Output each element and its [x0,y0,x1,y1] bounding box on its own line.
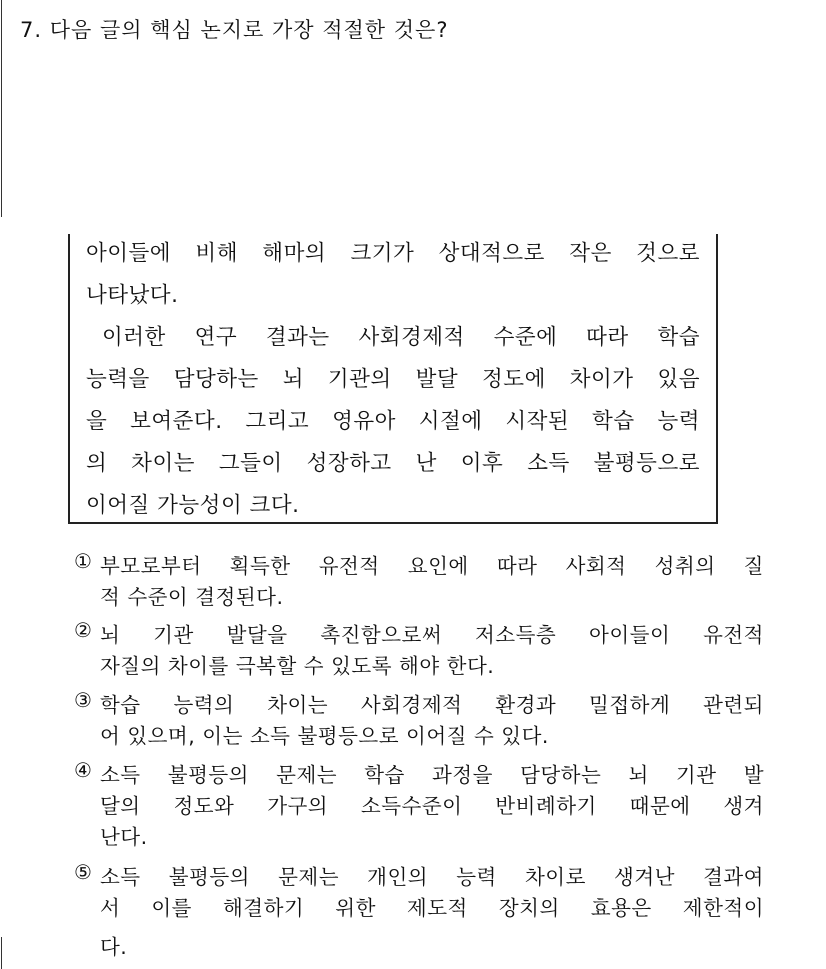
choice-line: 서 이를 해결하기 위한 제도적 장치의 효용은 제한적이 [100,896,764,920]
passage-line: 을 보여준다. 그리고 영유아 시절에 시작된 학습 능력 [86,409,700,434]
choice-line: 어 있으며, 이는 소득 불평등으로 이어질 수 있다. [100,724,549,748]
choice-line: 소득 불평등의 문제는 학습 과정을 담당하는 뇌 기관 발 [100,763,764,787]
choice-line: 부모로부터 획득한 유전적 요인에 따라 사회적 성취의 질 [100,554,764,578]
passage-box [68,234,718,524]
choice-line: 소득 불평등의 문제는 개인의 능력 차이로 생겨난 결과여 [100,865,764,889]
choice-line: 다. [100,935,128,959]
choice-line: 적 수준이 결정된다. [100,585,284,609]
choice-line: 뇌 기관 발달을 촉진함으로써 저소득층 아이들이 유전적 [100,623,764,647]
choice-marker: ⑤ [74,860,92,884]
question-stem: 7. 다음 글의 핵심 논지로 가장 적절한 것은? [20,18,449,42]
page-margin-rule-bottom [1,937,2,969]
passage-line: 능력을 담당하는 뇌 기관의 발달 정도에 차이가 있음 [86,367,700,392]
passage-line: 이러한 연구 결과는 사회경제적 수준에 따라 학습 [102,325,700,350]
choice-marker: ① [74,549,92,573]
page-margin-rule-top [1,0,2,217]
choice-marker: ④ [74,758,92,782]
choice-line: 달의 정도와 가구의 소득수준이 반비례하기 때문에 생겨 [100,794,764,818]
choice-line: 난다. [100,825,148,849]
passage-line: 아이들에 비해 해마의 크기가 상대적으로 작은 것으로 [86,241,700,266]
passage-line: 의 차이는 그들이 성장하고 난 이후 소득 불평등으로 [86,451,700,476]
passage-line: 나타났다. [86,283,179,308]
choice-marker: ③ [74,688,92,712]
choice-line: 자질의 차이를 극복할 수 있도록 해야 한다. [100,654,495,678]
choice-marker: ② [74,618,92,642]
choice-line: 학습 능력의 차이는 사회경제적 환경과 밀접하게 관련되 [100,693,764,717]
passage-line: 이어질 가능성이 크다. [86,493,300,518]
